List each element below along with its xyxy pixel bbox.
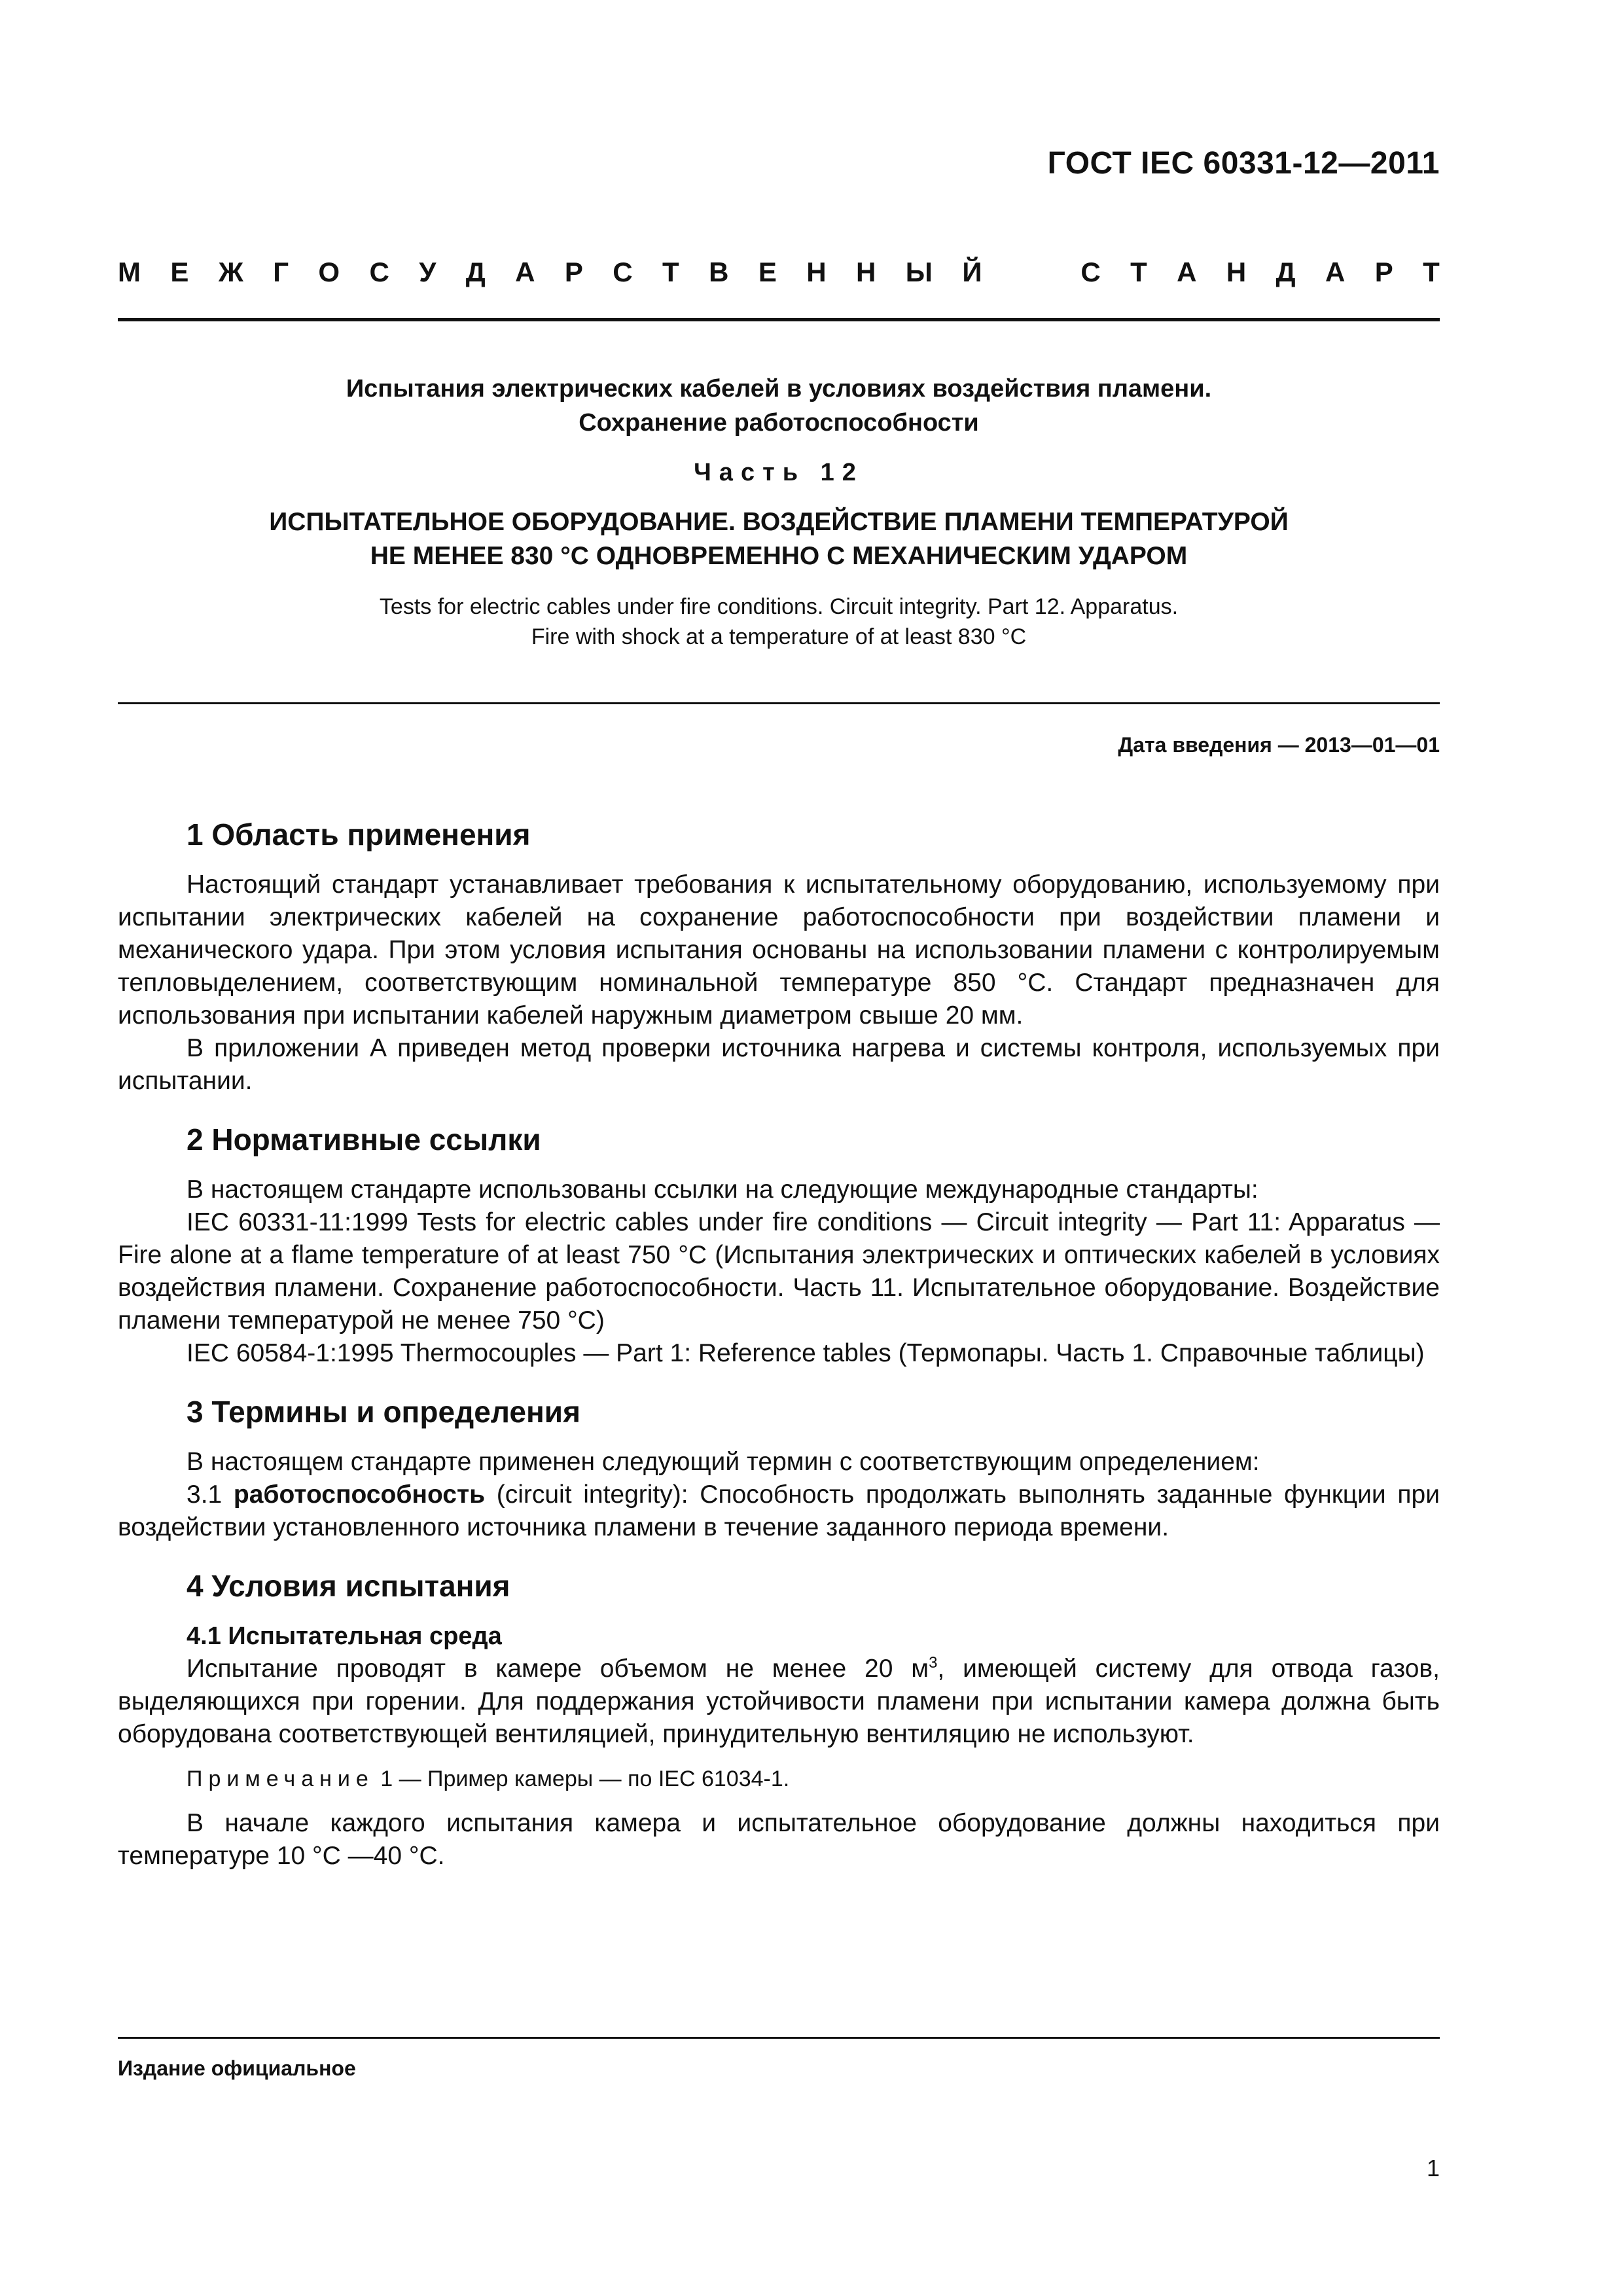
paragraph: В настоящем стандарте использованы ссылки на следующие международные стандарты:: [187, 1175, 1258, 1204]
banner-letter: Ы: [905, 257, 933, 287]
banner-letter: Т: [1423, 257, 1440, 287]
note-label: Примечание: [187, 1767, 374, 1791]
term: работоспособность: [233, 1480, 486, 1509]
banner-letter: А: [1325, 257, 1346, 287]
note: [118, 1763, 1440, 1795]
banner-letter: С: [369, 257, 389, 287]
banner-letter: Н: [806, 257, 827, 287]
section-scope: [118, 815, 1440, 1098]
document-body: [118, 815, 1440, 1895]
section-test-conditions: [118, 1566, 1440, 1873]
banner-letter: Н: [1226, 257, 1247, 287]
page-number: 1: [1426, 2155, 1440, 2181]
paragraph: В приложении А приведен метод проверки источника нагрева и системы контроля, используемых при испытании.: [118, 1034, 1440, 1095]
paragraph-text: Испытание проводят в камере объемом не менее 20 м: [187, 1655, 929, 1683]
banner-letter: Г: [273, 257, 289, 287]
section-heading: 2 Нормативные ссылки: [187, 1122, 541, 1157]
term-number: 3.1: [187, 1480, 234, 1509]
subsection-heading: 4.1 Испытательная среда: [187, 1623, 502, 1650]
banner-letter: Т: [1130, 257, 1147, 287]
banner-letter: Р: [1374, 257, 1393, 287]
banner-letter: У: [419, 257, 437, 287]
banner-letter: Т: [662, 257, 679, 287]
banner-letter: Ж: [218, 257, 243, 287]
title-block: [118, 372, 1440, 652]
standard-type-banner: [118, 257, 1440, 293]
footer-divider: [118, 2037, 1440, 2039]
banner-word-gap: [1012, 257, 1051, 293]
section-terms: [118, 1392, 1440, 1544]
banner-letter: М: [118, 257, 141, 287]
subtitle-line: НЕ МЕНЕЕ 830 °С ОДНОВРЕМЕННО С МЕХАНИЧЕСКИМ УДАРОМ: [370, 542, 1188, 570]
banner-letter: Е: [758, 257, 777, 287]
title-line: Сохранение работоспособности: [579, 409, 979, 437]
superscript: 3: [929, 1654, 938, 1672]
introduction-date: Дата введения — 2013—01—01: [1118, 733, 1440, 757]
part-label: Часть 12: [694, 459, 864, 486]
title-divider: [118, 702, 1440, 704]
english-title-line: Fire with shock at a temperature of at least 830 °C: [531, 624, 1027, 649]
document-page: [118, 0, 1440, 2296]
edition-label: Издание официальное: [118, 2056, 356, 2080]
banner-letter: Р: [564, 257, 583, 287]
banner-letter: А: [515, 257, 535, 287]
banner-letter: Н: [856, 257, 876, 287]
banner-letter: А: [1177, 257, 1197, 287]
section-heading: 1 Область применения: [187, 817, 531, 852]
banner-letter: С: [1080, 257, 1101, 287]
document-number: ГОСТ IEC 60331-12—2011: [1047, 146, 1440, 181]
banner-letter: Д: [1275, 257, 1296, 287]
paragraph: IEC 60584-1:1995 Thermocouples — Part 1: Reference tables (Термопары. Часть 1. Справочные таблицы): [187, 1339, 1425, 1367]
header-divider: [118, 318, 1440, 321]
banner-letter: Д: [465, 257, 486, 287]
english-title-line: Tests for electric cables under fire conditions. Circuit integrity. Part 12. Apparatus.: [379, 594, 1179, 619]
term-text: (circuit integrity): Способность продолжать выполнять заданные функции при воздействии установленного источника пламени в течение заданного периода времени.: [118, 1480, 1440, 1541]
term-definition: [118, 1479, 1440, 1544]
banner-letter: Й: [962, 257, 982, 287]
paragraph-text: , имеющей систему для отвода газов, выделяющихся при горении. Для поддержания устойчивости пламени при испытании камера должна быть оборудована соответствующей вентиляцией, принудительную вентиляцию не используют.: [118, 1655, 1440, 1748]
paragraph: В начале каждого испытания камера и испытательное оборудование должны находиться при температуре 10 °С —40 °С.: [118, 1809, 1440, 1870]
paragraph: IEC 60331-11:1999 Tests for electric cables under fire conditions — Circuit integrity — Part 11: Apparatus — Fire alone at a flame temperature of at least 750 °C (Испытания электрических и оптических кабелей в условиях воздействия пламени. Сохранение работоспособности. Часть 11. Испытательное оборудование. Воздействие пламени температурой не менее 750 °С): [118, 1208, 1440, 1335]
banner-letter: Е: [170, 257, 189, 287]
section-heading: 3 Термины и определения: [187, 1395, 580, 1429]
paragraph: Настоящий стандарт устанавливает требования к испытательному оборудованию, используемому при испытании электрических кабелей на сохранение работоспособности при воздействии пламени и механического удара. При этом условия испытания основаны на использовании пламени с контролируемым тепловыделением, соответствующим номинальной температуре 850 °С. Стандарт предназначен для использования при испытании кабелей наружным диаметром свыше 20 мм.: [118, 870, 1440, 1030]
banner-letter: С: [613, 257, 633, 287]
subtitle-line: ИСПЫТАТЕЛЬНОЕ ОБОРУДОВАНИЕ. ВОЗДЕЙСТВИЕ ПЛАМЕНИ ТЕМПЕРАТУРОЙ: [269, 508, 1289, 536]
banner-letter: О: [318, 257, 340, 287]
paragraph: [118, 1653, 1440, 1751]
section-normative-references: [118, 1120, 1440, 1370]
note-text: 1 — Пример камеры — по IEC 61034-1.: [374, 1767, 790, 1791]
title-line: Испытания электрических кабелей в условиях воздействия пламени.: [346, 375, 1212, 403]
paragraph: В настоящем стандарте применен следующий термин с соответствующим определением:: [187, 1448, 1260, 1476]
section-heading: 4 Условия испытания: [187, 1569, 510, 1603]
banner-letter: В: [709, 257, 729, 287]
